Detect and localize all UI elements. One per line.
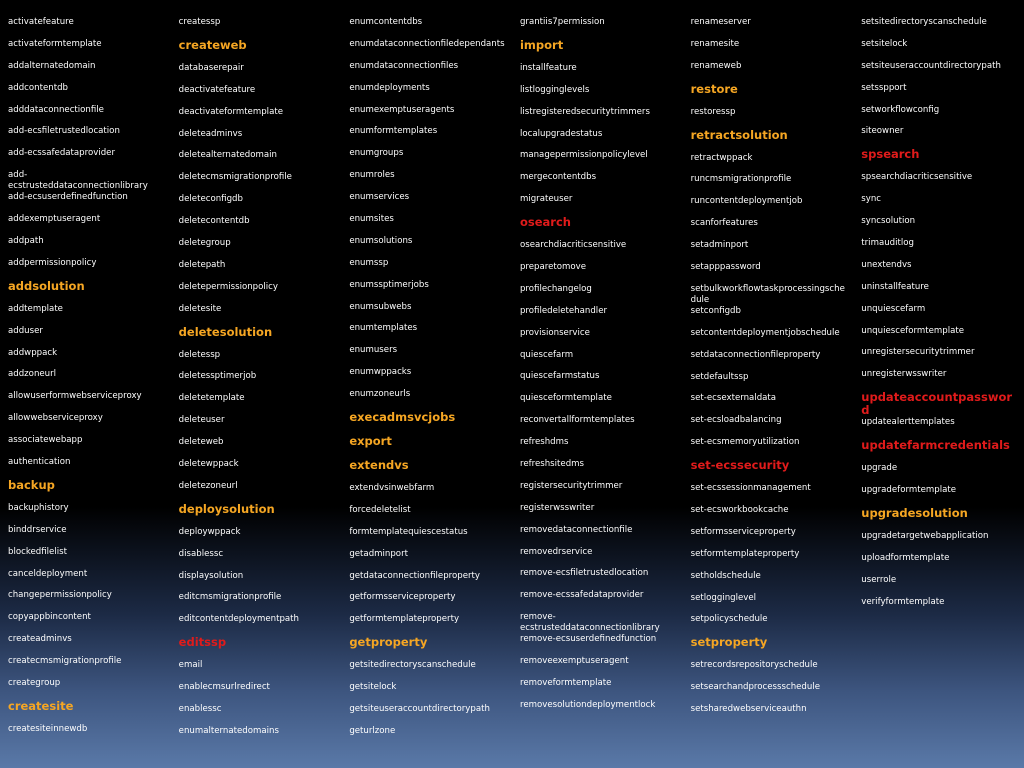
command-item: deletepermissionpolicy — [178, 281, 278, 292]
command-item: enumservices — [349, 192, 410, 203]
command-item: setsitelock — [861, 38, 908, 49]
command-item: geturlzone — [349, 725, 396, 736]
command-item: setlogginglevel — [690, 592, 757, 603]
command-item: enablessc — [178, 704, 222, 715]
command-item: localupgradestatus — [519, 128, 603, 139]
command-column-1 — [0, 0, 171, 768]
command-item: setpolicyschedule — [690, 614, 768, 625]
command-item: enumsubwebs — [349, 301, 412, 312]
command-item: remove-ecssafedataprovider — [519, 590, 644, 601]
command-item: setdataconnectionfileproperty — [690, 349, 821, 360]
command-item: setcontentdeploymentjobschedule — [690, 327, 840, 338]
command-item: deletesolution — [178, 324, 273, 339]
command-item: setformsserviceproperty — [690, 526, 796, 537]
command-item: addalternatedomain — [8, 60, 96, 71]
command-item: extendvsinwebfarm — [349, 483, 435, 494]
command-item: add-ecsfiletrustedlocation — [8, 126, 120, 137]
command-item: managepermissionpolicylevel — [519, 150, 648, 161]
command-item: removesolutiondeploymentlock — [519, 699, 656, 710]
command-item: setformtemplateproperty — [690, 548, 800, 559]
command-item: getdataconnectionfileproperty — [349, 570, 481, 581]
command-item: deletegroup — [178, 238, 231, 249]
command-item: editssp — [178, 635, 227, 650]
command-item: getformsserviceproperty — [349, 592, 456, 603]
command-item: import — [519, 37, 564, 52]
command-item: add-ecstrusteddataconnectionlibrary — [8, 170, 148, 192]
command-item: deletecmsmigrationprofile — [178, 172, 292, 183]
command-item: spsearchdiacriticsensitive — [861, 172, 973, 183]
command-item: setsitedirectoryscanschedule — [861, 17, 987, 27]
command-item: deactivatefeature — [178, 84, 256, 95]
command-item: addcontentdb — [8, 82, 68, 93]
command-item: addwppack — [8, 347, 58, 358]
command-item: getproperty — [349, 635, 428, 650]
command-item: retractwppack — [690, 152, 753, 163]
command-item: createadminvs — [8, 634, 72, 645]
command-item: unextendvs — [861, 259, 912, 270]
command-item: editcmsmigrationprofile — [178, 592, 282, 603]
command-item: deletepath — [178, 259, 226, 270]
command-item: renameserver — [690, 17, 751, 27]
command-item: set-ecssessionmanagement — [690, 483, 811, 494]
command-item: createweb — [178, 37, 247, 52]
command-item: extendvs — [349, 458, 409, 473]
command-item: uninstallfeature — [861, 281, 929, 292]
command-item: set-ecsmemoryutilization — [690, 437, 800, 448]
command-item: deletessp — [178, 349, 221, 360]
command-item: osearchdiacriticsensitive — [519, 240, 627, 251]
command-item: setbulkworkflowtaskprocessingschedule — [690, 283, 845, 305]
command-item: setadminport — [690, 240, 749, 251]
command-item: refreshdms — [519, 437, 569, 448]
command-item: copyappbincontent — [8, 612, 91, 623]
command-item: renamesite — [690, 38, 740, 49]
command-item: activatefeature — [8, 17, 74, 27]
command-item: restoressp — [690, 106, 736, 117]
command-item: setproperty — [690, 635, 768, 650]
command-item: deleteadminvs — [178, 128, 243, 139]
command-item: quiesceformtemplate — [519, 393, 612, 404]
command-item: email — [178, 660, 203, 671]
command-item: enumusers — [349, 345, 398, 356]
command-item: removedataconnectionfile — [519, 524, 633, 535]
command-item: deactivateformtemplate — [178, 106, 283, 117]
command-item: deploysolution — [178, 501, 275, 516]
command-item: userrole — [861, 574, 897, 585]
command-column-6 — [853, 0, 1024, 768]
command-item: registersecuritytrimmer — [519, 480, 623, 491]
command-item: refreshsitedms — [519, 459, 585, 470]
command-item: addtemplate — [8, 303, 63, 314]
command-item: getadminport — [349, 548, 408, 559]
command-item: adduser — [8, 325, 43, 336]
command-item: syncsolution — [861, 216, 916, 227]
command-item: upgradetargetwebapplication — [861, 530, 989, 541]
command-item: verifyformtemplate — [861, 596, 945, 607]
command-item: displaysolution — [178, 570, 244, 581]
command-item: upgradesolution — [861, 505, 968, 520]
command-item: setsspport — [861, 82, 907, 93]
command-item: enumwppacks — [349, 367, 412, 378]
command-item: remove-ecstrusteddataconnectionlibrary — [519, 612, 660, 634]
command-item: setsearchandprocessschedule — [690, 682, 821, 693]
command-item: enumgroups — [349, 148, 404, 159]
command-item: enablecmsurlredirect — [178, 682, 270, 693]
command-item: deleteweb — [178, 437, 224, 448]
command-item: removeformtemplate — [519, 678, 612, 689]
command-item: listregisteredsecuritytrimmers — [519, 106, 650, 117]
command-item: deletewppack — [178, 459, 239, 470]
command-item: sync — [861, 194, 882, 205]
command-item: addexemptuseragent — [8, 214, 101, 225]
command-item: associatewebapp — [8, 435, 83, 446]
command-item: deletessptimerjob — [178, 371, 257, 382]
command-item: creategroup — [8, 678, 61, 689]
command-item: setholdschedule — [690, 570, 761, 581]
command-item: allowuserformwebserviceproxy — [8, 391, 142, 402]
command-item: deletealternatedomain — [178, 150, 277, 161]
command-item: remove-ecsfiletrustedlocation — [519, 568, 649, 579]
command-item: export — [349, 434, 392, 449]
command-item: execadmsvcjobs — [349, 410, 456, 425]
command-item: enumssp — [349, 257, 389, 268]
command-item: editcontentdeploymentpath — [178, 614, 299, 625]
command-item: set-ecsexternaldata — [690, 393, 777, 404]
command-item: addpath — [8, 236, 44, 247]
command-item: enumsolutions — [349, 235, 413, 246]
command-item: binddrservice — [8, 524, 67, 535]
command-item: addpermissionpolicy — [8, 257, 97, 268]
command-item: updatefarmcredentials — [861, 438, 1010, 453]
command-item: enumssptimerjobs — [349, 279, 429, 290]
command-item: enumalternatedomains — [178, 725, 279, 736]
command-item: formtemplatequiescestatus — [349, 526, 468, 537]
command-item: enumcontentdbs — [349, 17, 423, 27]
command-item: setsiteuseraccountdirectorypath — [861, 60, 1001, 71]
command-item: adddataconnectionfile — [8, 104, 104, 115]
command-item: enumdataconnectionfiles — [349, 60, 459, 71]
command-item: createcmsmigrationprofile — [8, 656, 122, 667]
command-item: getsiteuseraccountdirectorypath — [349, 704, 490, 715]
command-item: unquiesceformtemplate — [861, 325, 965, 336]
command-item: installfeature — [519, 62, 577, 73]
command-item: deletezoneurl — [178, 480, 238, 491]
command-item: enumzoneurls — [349, 389, 411, 400]
command-item: add-ecsuserdefinedfunction — [8, 192, 128, 203]
command-item: canceldeployment — [8, 568, 88, 579]
command-item: unregisterwsswriter — [861, 369, 947, 380]
command-item: setworkflowconfig — [861, 104, 940, 115]
command-item: unquiescefarm — [861, 303, 926, 314]
command-item: set-ecsworkbookcache — [690, 505, 789, 516]
command-item: deploywppack — [178, 526, 241, 537]
command-item: blockedfilelist — [8, 546, 67, 557]
command-item: set-ecsloadbalancing — [690, 415, 782, 426]
command-item: getsitelock — [349, 682, 397, 693]
command-item: setdefaultssp — [690, 371, 749, 382]
command-column-5 — [683, 0, 854, 768]
command-item: registerwsswriter — [519, 502, 595, 513]
command-item: upgrade — [861, 463, 898, 474]
command-item: enumroles — [349, 170, 395, 181]
command-item: scanforfeatures — [690, 218, 758, 229]
command-item: renameweb — [690, 60, 742, 71]
command-item: retractsolution — [690, 127, 788, 142]
command-item: quiescefarmstatus — [519, 371, 600, 382]
command-item: forcedeletelist — [349, 504, 411, 515]
command-item: runcontentdeploymentjob — [690, 196, 803, 207]
command-item: siteowner — [861, 126, 904, 137]
command-item: removeexemptuseragent — [519, 656, 629, 667]
command-item: updatealerttemplates — [861, 417, 955, 428]
command-item: removedrservice — [519, 546, 593, 557]
command-item: createsite — [8, 698, 74, 713]
command-item: activateformtemplate — [8, 38, 102, 49]
command-item: add-ecssafedataprovider — [8, 148, 115, 159]
command-item: provisionservice — [519, 327, 590, 338]
command-item: spsearch — [861, 147, 920, 162]
command-item: trimauditlog — [861, 238, 914, 249]
command-item: deletetemplate — [178, 393, 245, 404]
command-item: backup — [8, 477, 55, 492]
command-item: upgradeformtemplate — [861, 485, 957, 496]
command-item: createssp — [178, 17, 221, 27]
command-item: setsharedwebserviceauthn — [690, 704, 807, 715]
command-item: listlogginglevels — [519, 84, 590, 95]
command-item: runcmsmigrationprofile — [690, 174, 792, 185]
command-item: addzoneurl — [8, 369, 57, 380]
command-item: setconfigdb — [690, 305, 741, 316]
command-item: deletecontentdb — [178, 216, 250, 227]
command-item: deletesite — [178, 303, 222, 314]
command-item: addsolution — [8, 278, 85, 293]
command-item: changepermissionpolicy — [8, 590, 112, 601]
command-item: enumdeployments — [349, 82, 430, 93]
command-item: disablessc — [178, 548, 224, 559]
command-item: profilechangelog — [519, 283, 592, 294]
command-column-4 — [512, 0, 683, 768]
command-item: enumtemplates — [349, 323, 418, 334]
command-item: createsiteinnewdb — [8, 723, 88, 734]
command-item: setapppassword — [690, 262, 761, 273]
command-item: authentication — [8, 457, 71, 468]
command-column-2 — [171, 0, 342, 768]
command-item: set-ecssecurity — [690, 458, 790, 473]
command-item: migrateuser — [519, 194, 573, 205]
command-item: enumsites — [349, 214, 394, 225]
command-item: updateaccountpassword — [861, 390, 1013, 418]
command-item: uploadformtemplate — [861, 552, 950, 563]
command-item: enumexemptuseragents — [349, 104, 455, 115]
command-item: enumformtemplates — [349, 126, 438, 137]
command-column-3 — [341, 0, 512, 768]
command-item: deleteuser — [178, 415, 225, 426]
command-item: backuphistory — [8, 502, 69, 513]
command-item: grantiis7permission — [519, 17, 605, 27]
command-item: allowwebserviceproxy — [8, 413, 103, 424]
command-item: remove-ecsuserdefinedfunction — [519, 634, 657, 645]
command-item: profiledeletehandler — [519, 305, 608, 316]
command-item: quiescefarm — [519, 349, 574, 360]
command-item: setrecordsrepositoryschedule — [690, 660, 818, 671]
command-item: databaserepair — [178, 62, 244, 73]
command-item: deleteconfigdb — [178, 194, 243, 205]
command-item: mergecontentdbs — [519, 172, 597, 183]
command-item: reconvertallformtemplates — [519, 415, 635, 426]
command-item: preparetomove — [519, 262, 587, 273]
command-item: restore — [690, 81, 738, 96]
command-item: getsitedirectoryscanschedule — [349, 660, 476, 671]
command-item: enumdataconnectionfiledependants — [349, 38, 505, 49]
command-item: getformtemplateproperty — [349, 614, 460, 625]
command-item: unregistersecuritytrimmer — [861, 347, 975, 358]
command-item: osearch — [519, 215, 571, 230]
